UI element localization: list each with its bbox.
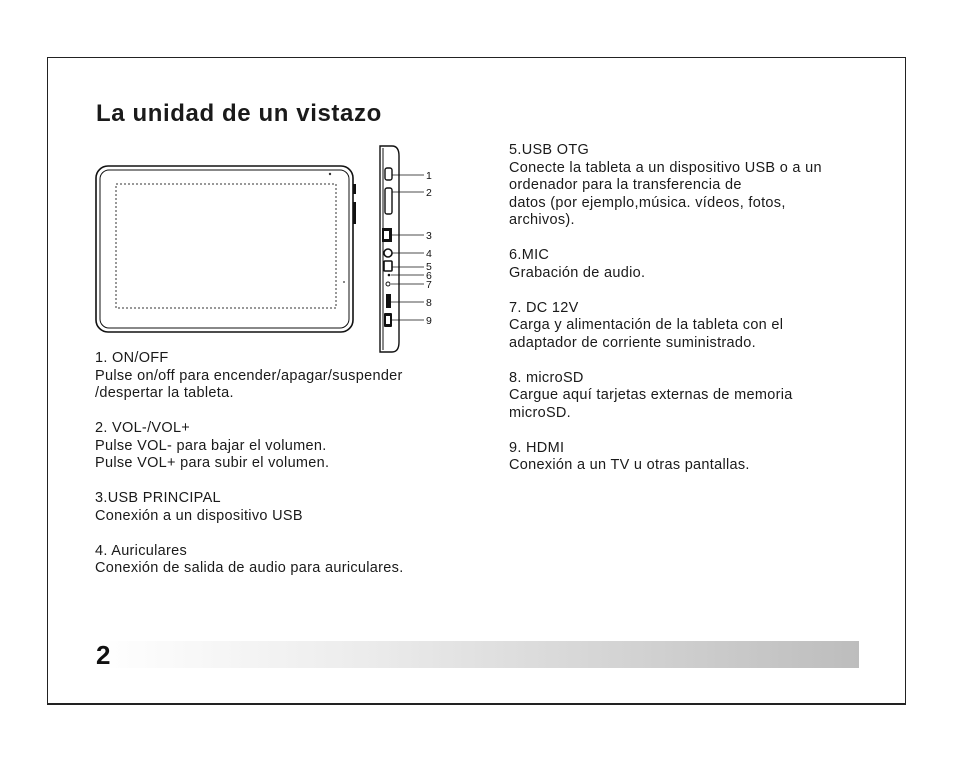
section-line: Conecte la tableta a un dispositivo USB o a un — [509, 159, 822, 176]
section-line: Conexión de salida de audio para auriculares. — [95, 560, 404, 576]
section-usb-principal — [95, 490, 465, 525]
section-heading: 4. Auriculares — [95, 542, 188, 559]
section-line: Conexión a un TV u otras pantallas. — [509, 457, 750, 473]
section-heading: 8. microSD — [509, 369, 584, 386]
section-line: adaptador de corriente suministrado. — [509, 334, 756, 351]
callout-5: 5 — [426, 261, 432, 273]
camera-icon — [329, 173, 331, 175]
section-line: Cargue aquí tarjetas externas de memoria — [509, 387, 793, 403]
section-mic — [509, 247, 874, 282]
section-line: /despertar la tableta. — [95, 385, 234, 401]
section-heading: 1. ON/OFF — [95, 350, 169, 366]
section-heading: 5.USB OTG — [509, 142, 590, 158]
footer-bar — [95, 641, 859, 668]
callout-6: 6 — [426, 270, 432, 282]
section-line: microSD. — [509, 404, 572, 421]
section-line: Pulse on/off para encender/apagar/suspender — [95, 367, 403, 384]
section-heading: 9. HDMI — [509, 439, 565, 456]
callout-8: 8 — [426, 297, 432, 309]
section-line: Grabación de audio. — [509, 264, 646, 281]
callout-2: 2 — [426, 187, 432, 199]
section-line: Pulse VOL- para bajar el volumen. — [95, 437, 327, 454]
callout-7: 7 — [426, 279, 432, 291]
section-line: Conexión a un dispositivo USB — [95, 507, 303, 524]
callout-1: 1 — [426, 170, 432, 182]
section-microsd — [509, 370, 874, 423]
section-on-off — [95, 350, 465, 403]
section-line: datos (por ejemplo,música. vídeos, fotos, — [509, 194, 786, 211]
left-column — [95, 350, 465, 595]
section-line: Carga y alimentación de la tableta con el — [509, 317, 784, 333]
page-title: La unidad de un vistazo — [96, 100, 382, 127]
section-heading: 6.MIC — [509, 247, 550, 263]
callout-9: 9 — [426, 315, 432, 327]
section-heading: 3.USB PRINCIPAL — [95, 490, 221, 506]
tablet-side-view — [380, 146, 399, 352]
section-volume — [95, 420, 465, 473]
tablet-front-view — [96, 166, 356, 332]
section-line: Pulse VOL+ para subir el volumen. — [95, 455, 330, 471]
callout-3: 3 — [426, 230, 432, 242]
callout-numbers — [426, 170, 432, 327]
section-auriculares — [95, 543, 465, 578]
section-heading: 2. VOL-/VOL+ — [95, 420, 191, 436]
section-heading: 7. DC 12V — [509, 299, 579, 316]
section-usb-otg — [509, 142, 874, 230]
right-column — [509, 142, 874, 492]
section-hdmi — [509, 440, 874, 475]
page-number: 2 — [96, 640, 111, 670]
section-line: archivos). — [509, 212, 575, 228]
callout-4: 4 — [426, 248, 432, 260]
section-dc-12v — [509, 300, 874, 353]
section-line: ordenador para la transferencia de — [509, 177, 742, 193]
tablet-diagram — [94, 144, 444, 356]
